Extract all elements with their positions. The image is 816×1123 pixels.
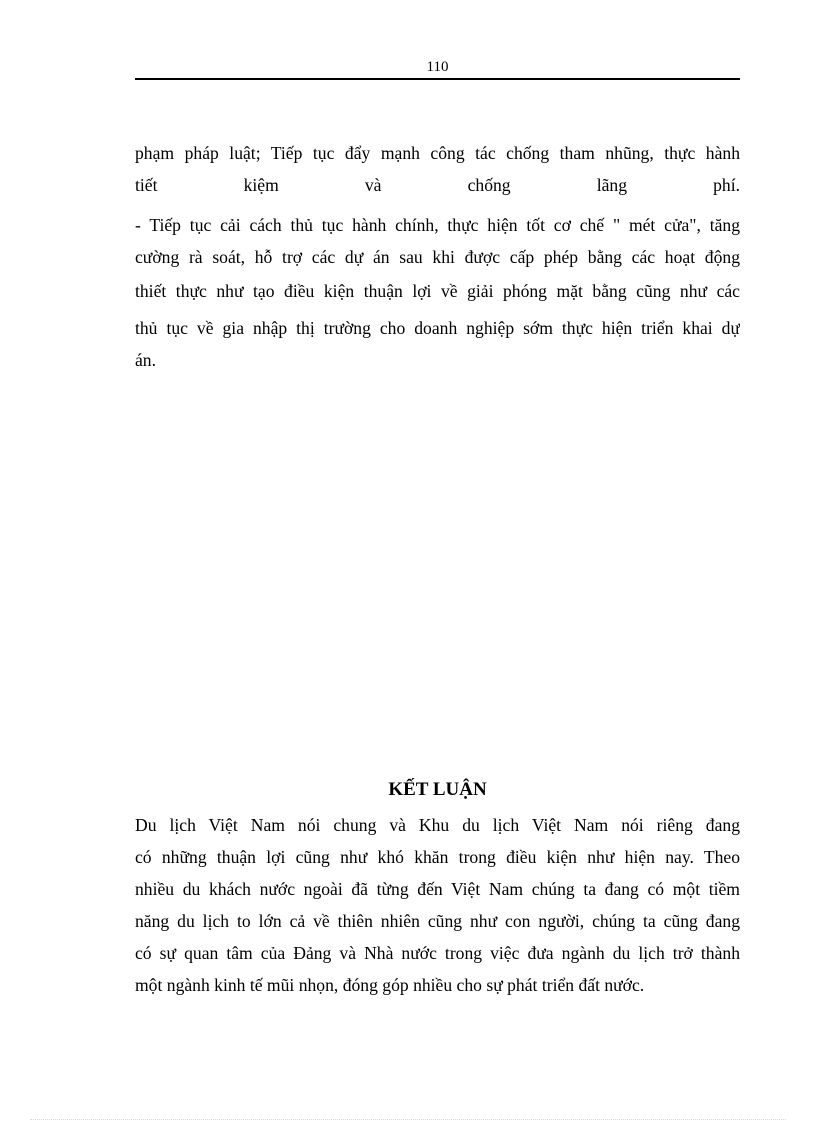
paragraph-line: có sự quan tâm của Đảng và Nhà nước trong việc đưa ngành du lịch trở thành — [135, 943, 740, 963]
paragraph-line: phạm pháp luật; Tiếp tục đẩy mạnh công tác chống tham nhũng, thực hành — [135, 143, 740, 163]
paragraph-line: thủ tục về gia nhập thị trường cho doanh nghiệp sớm thực hiện triển khai dự — [135, 318, 740, 338]
page-number: 110 — [426, 59, 449, 75]
paragraph-line: Du lịch Việt Nam nói chung và Khu du lịch Việt Nam nói riêng đang — [135, 815, 740, 835]
paragraph-line: án. — [135, 350, 157, 370]
paragraph-line: cường rà soát, hỗ trợ các dự án sau khi được cấp phép bằng các hoạt động — [135, 247, 740, 267]
paragraph-line: năng du lịch to lớn cả về thiên nhiên cũng như con người, chúng ta cũng đang — [135, 911, 740, 931]
paragraph-line: thiết thực như tạo điều kiện thuận lợi về giải phóng mặt bằng cũng như các — [135, 281, 740, 301]
paragraph-line: - Tiếp tục cải cách thủ tục hành chính, thực hiện tốt cơ chế " mét cửa", tăng — [135, 215, 740, 235]
paragraph-line: nhiều du khách nước ngoài đã từng đến Việt Nam chúng ta đang có một tiềm — [135, 879, 740, 899]
footer-divider — [30, 1119, 786, 1120]
page-header — [135, 56, 740, 80]
paragraph-line: tiết kiệm và chống lãng phí. — [135, 175, 740, 195]
conclusion-heading: KẾT LUẬN — [388, 779, 487, 800]
paragraph-line: có những thuận lợi cũng như khó khăn trong điều kiện như hiện nay. Theo — [135, 847, 740, 867]
paragraph-line: một ngành kinh tế mũi nhọn, đóng góp nhiều cho sự phát triển đất nước. — [135, 975, 645, 995]
